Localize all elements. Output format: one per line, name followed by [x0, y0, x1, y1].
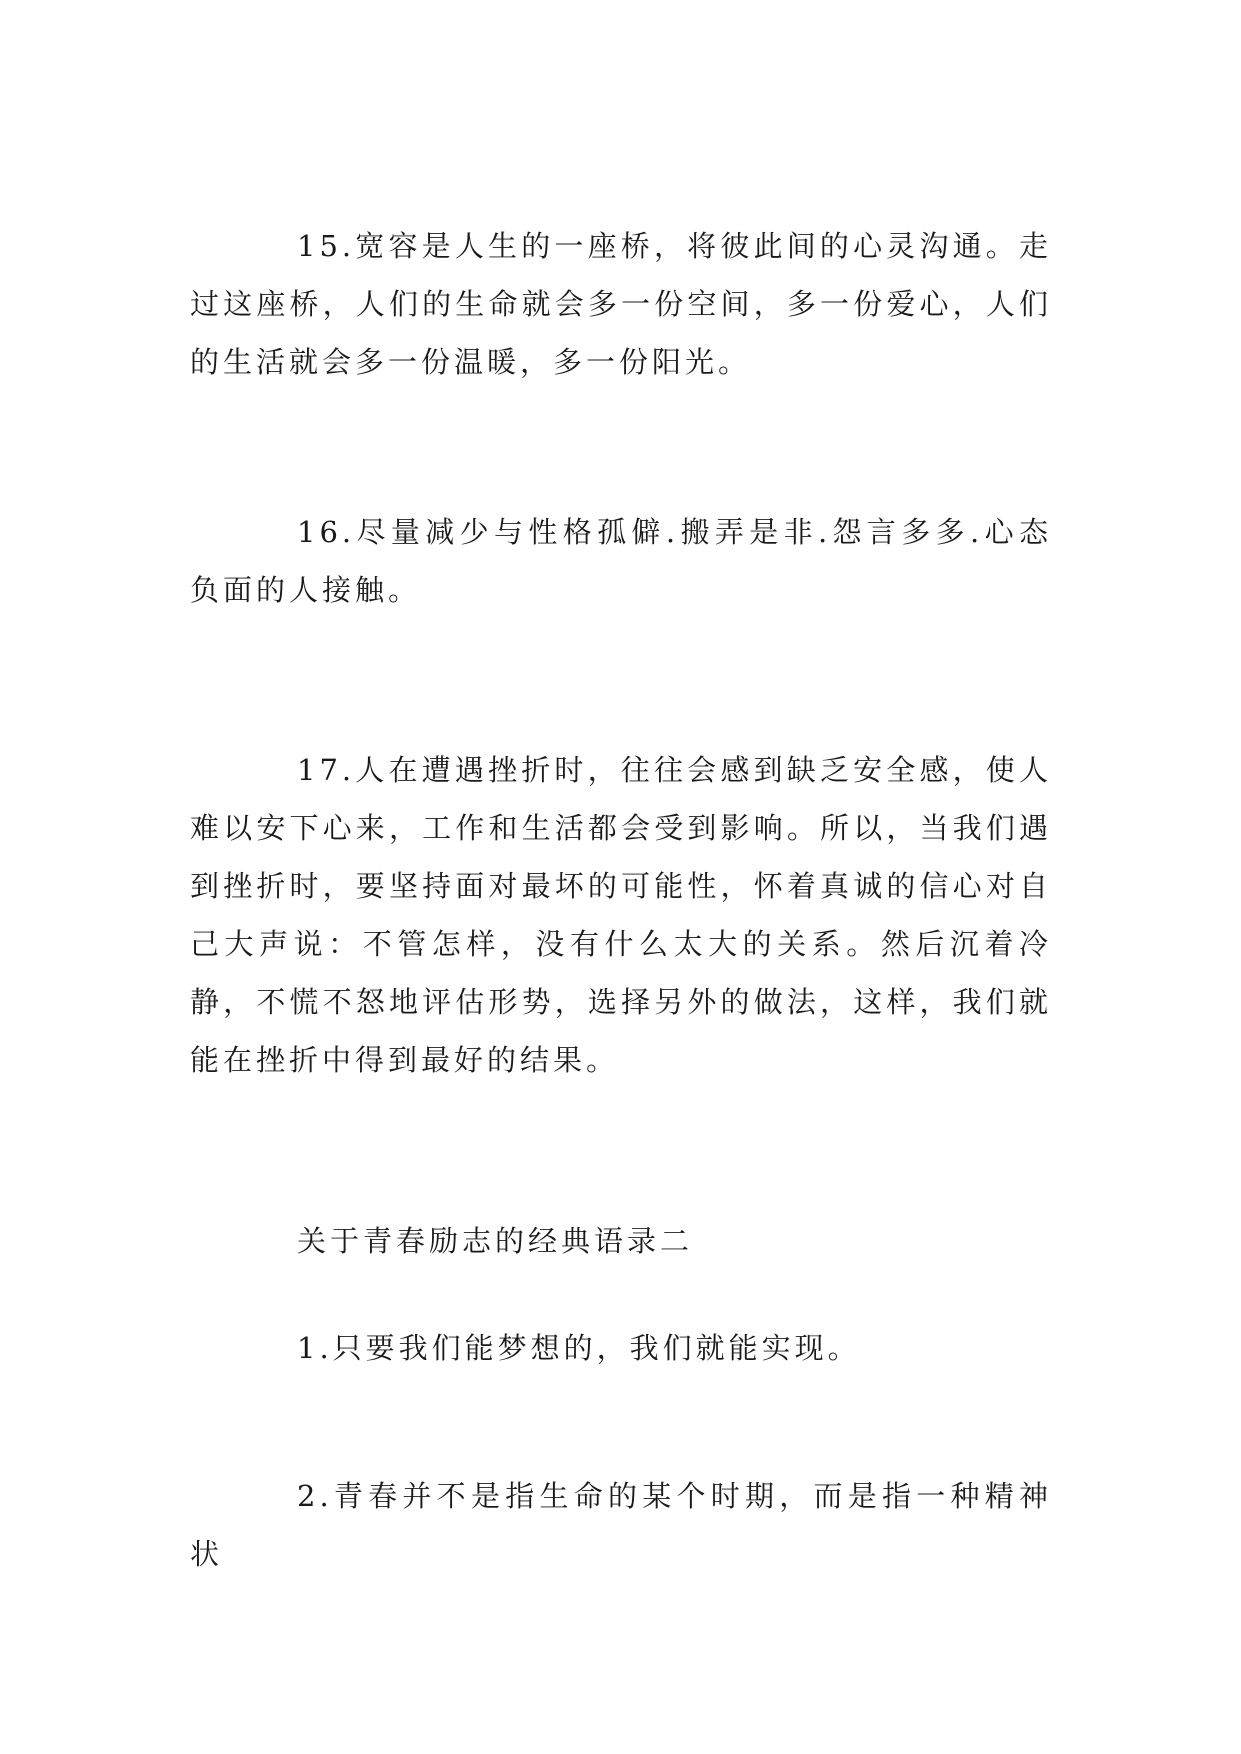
quote-paragraph-15: 15.宽容是人生的一座桥，将彼此间的心灵沟通。走过这座桥，人们的生命就会多一份空间，多一份爱心，人们的生活就会多一份温暖，多一份阳光。	[190, 229, 1052, 379]
section-heading: 关于青春励志的经典语录二	[297, 1224, 694, 1258]
quote-paragraph-2: 2.青春并不是指生命的某个时期，而是指一种精神状	[190, 1479, 1052, 1571]
quote-paragraph-16: 16.尽量减少与性格孤僻.搬弄是非.怨言多多.心态负面的人接触。	[190, 515, 1052, 607]
quote-paragraph-1: 1.只要我们能梦想的，我们就能实现。	[297, 1331, 861, 1365]
quote-paragraph-17: 17.人在遭遇挫折时，往往会感到缺乏安全感，使人难以安下心来，工作和生活都会受到影响。所以，当我们遇到挫折时，要坚持面对最坏的可能性，怀着真诚的信心对自己大声说：不管怎样，没有什么太大的关系。然后沉着冷静，不慌不怒地评估形势，选择另外的做法，这样，我们就能在挫折中得到最好的结果。	[190, 753, 1052, 1077]
